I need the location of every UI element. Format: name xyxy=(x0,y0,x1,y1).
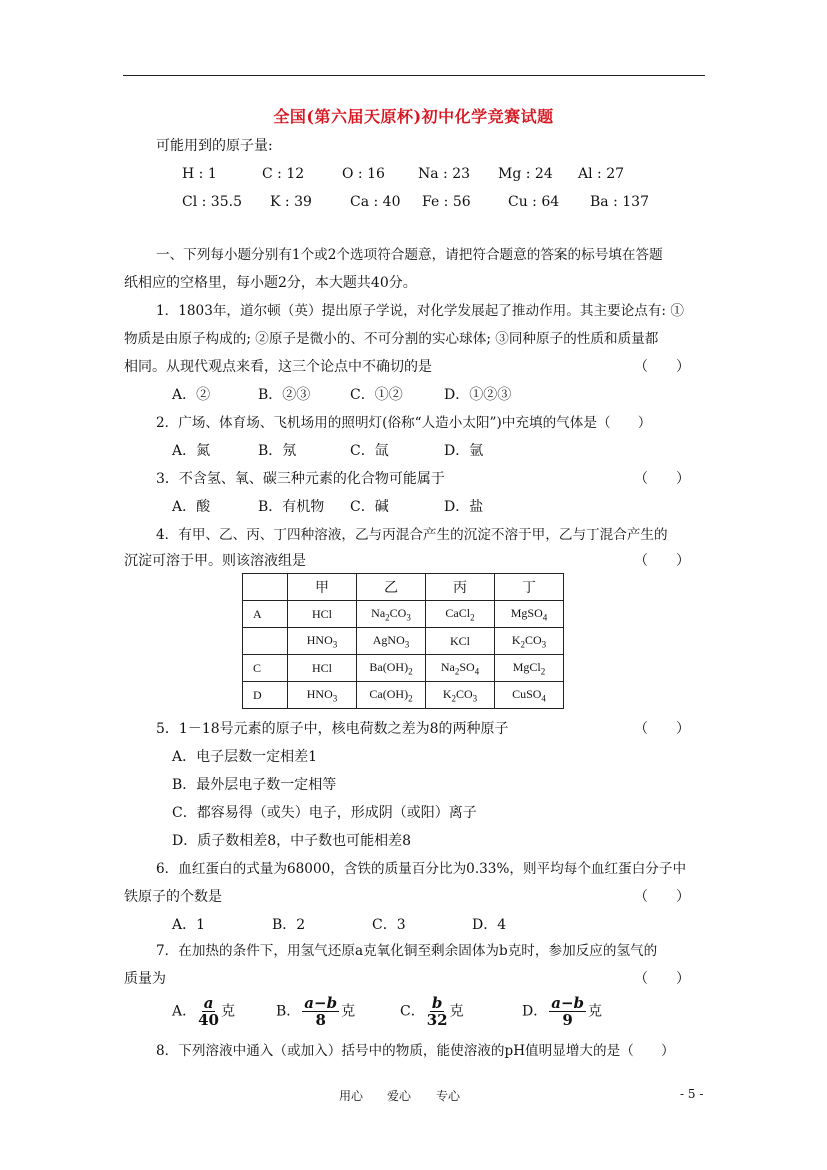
q6-option-c: C．3 xyxy=(372,917,406,933)
section-instructions-line1: 一、下列每小题分别有1个或2个选项符合题意，请把符合题意的答案的标号填在答题 xyxy=(156,247,663,263)
q4-answer-blank: （ ） xyxy=(634,553,690,569)
page-number: - 5 - xyxy=(680,1087,704,1101)
page-title: 全国(第六届天原杯)初中化学竞赛试题 xyxy=(273,107,554,126)
table-cell: KCl xyxy=(426,628,495,655)
mass-item: Fe : 56 xyxy=(422,194,471,210)
unit: 克 xyxy=(341,1003,356,1020)
mass-item: C : 12 xyxy=(262,166,305,182)
footer-motto-2: 爱心 xyxy=(387,1089,412,1103)
q7-line1: 7．在加热的条件下，用氢气还原a克氧化铜至剩余固体为b克时，参加反应的氢气的 xyxy=(156,943,658,959)
table-row xyxy=(243,655,564,682)
table-row xyxy=(243,682,564,709)
q7-option-d xyxy=(522,995,602,1028)
q6-option-a: A．1 xyxy=(172,917,206,933)
q1-line3: 相同。从现代观点来看，这三个论点中不确切的是 xyxy=(124,359,432,375)
q2-option-b: B．氖 xyxy=(258,443,297,459)
table-cell: A xyxy=(243,601,288,628)
table-cell: $HNO_3$ xyxy=(288,682,357,709)
q5-option-c: C．都容易得（或失）电子，形成阴（或阳）离子 xyxy=(172,805,477,821)
table-row xyxy=(243,601,564,628)
numerator: b xyxy=(431,994,443,1012)
table-cell: CuSO$_4$ xyxy=(495,682,564,709)
q2-option-a: A．氮 xyxy=(172,443,211,459)
q1-answer-blank: （ ） xyxy=(634,359,690,375)
table-cell: $K_2CO_3$ xyxy=(495,628,564,655)
table-cell: $Na_2SO_4$ xyxy=(426,655,495,682)
mass-item: Ba : 137 xyxy=(590,194,649,210)
mass-item: Al : 27 xyxy=(578,166,625,182)
table-cell xyxy=(243,628,288,655)
q1-line2: 物质是由原子构成的; ②原子是微小的、不可分割的实心球体; ③同种原子的性质和质量都 xyxy=(124,331,659,347)
q8-line1: 8．下列溶液中通入（或加入）括号中的物质，能使溶液的pH值明显增大的是（ ） xyxy=(156,1043,675,1059)
mass-item: Mg : 24 xyxy=(498,166,553,182)
option-label: D． xyxy=(522,1003,548,1020)
q5-option-d: D．质子数相差8，中子数也可能相差8 xyxy=(172,833,412,849)
mass-item: Cu : 64 xyxy=(508,194,560,210)
fraction xyxy=(427,995,448,1028)
q1-line1: 1．1803年，道尔顿（英）提出原子学说，对化学发展起了推动作用。其主要论点有: ① xyxy=(156,303,684,319)
q7-option-a xyxy=(172,995,235,1028)
q1-option-a: A．② xyxy=(172,387,211,403)
q7-option-b xyxy=(276,995,355,1028)
denominator: 40 xyxy=(198,1011,219,1029)
numerator: a xyxy=(203,994,214,1012)
q5-option-b: B．最外层电子数一定相等 xyxy=(172,777,337,793)
denominator: 32 xyxy=(426,1011,448,1029)
q1-option-d: D．①②③ xyxy=(444,387,512,403)
atomic-masses-row1 xyxy=(182,164,624,184)
unit: 克 xyxy=(588,1003,603,1020)
q5-line1: 5．1－18号元素的原子中，核电荷数之差为8的两种原子 xyxy=(156,721,509,737)
table-cell: $Ca(OH)_2$ xyxy=(357,682,426,709)
q6-line2: 铁原子的个数是 xyxy=(124,889,222,905)
section-instructions-line2: 纸相应的空格里，每小题2分，本大题共40分。 xyxy=(124,275,417,291)
q7-line2: 质量为 xyxy=(124,971,166,987)
q2-option-d: D．氩 xyxy=(444,443,484,459)
table-cell: D xyxy=(243,682,288,709)
table-cell: CaCl$_2$ xyxy=(426,601,495,628)
q5-answer-blank: （ ） xyxy=(634,721,690,737)
mass-item: Na : 23 xyxy=(418,166,471,182)
q2-option-c: C．氙 xyxy=(350,443,389,459)
q4-solution-table xyxy=(242,573,564,709)
q4-line2: 沉淀可溶于甲。则该溶液组是 xyxy=(124,553,306,569)
q1-option-c: C．①② xyxy=(350,387,403,403)
table-cell: AgNO$_3$ xyxy=(357,628,426,655)
q6-option-b: B．2 xyxy=(272,917,306,933)
table-header-cell xyxy=(243,574,288,601)
footer-motto-1: 用心 xyxy=(339,1089,364,1103)
table-header-cell: 丙 xyxy=(426,574,495,601)
atomic-masses-row2 xyxy=(182,192,649,212)
table-row xyxy=(243,628,564,655)
q3-answer-blank: （ ） xyxy=(634,471,690,487)
option-label: B． xyxy=(276,1003,301,1020)
mass-item: Ca : 40 xyxy=(350,194,401,210)
option-label: A． xyxy=(172,1003,197,1020)
q7-option-c xyxy=(400,995,464,1028)
table-cell: HCl xyxy=(288,601,357,628)
q6-answer-blank: （ ） xyxy=(634,889,690,905)
q3-line1: 3．不含氢、氧、碳三种元素的化合物可能属于 xyxy=(156,471,445,487)
table-header-cell: 丁 xyxy=(495,574,564,601)
q6-line1: 6．血红蛋白的式量为68000，含铁的质量百分比为0.33%，则平均每个血红蛋白分子中 xyxy=(156,861,687,877)
mass-item: K : 39 xyxy=(270,194,312,210)
mass-item: H : 1 xyxy=(182,166,217,182)
footer-motto-3: 专心 xyxy=(436,1089,461,1103)
numerator: a−b xyxy=(551,994,585,1012)
q2-line1: 2．广场、体育场、飞机场用的照明灯(俗称“人造小太阳”)中充填的气体是（ ） xyxy=(156,415,652,431)
mass-item: Cl : 35.5 xyxy=(182,194,242,210)
header-rule xyxy=(123,75,705,76)
fraction xyxy=(198,995,219,1028)
table-cell: $K_2CO_3$ xyxy=(426,682,495,709)
q3-option-b: B．有机物 xyxy=(258,499,325,515)
option-label: C． xyxy=(400,1003,425,1020)
table-cell: C xyxy=(243,655,288,682)
q3-option-d: D．盐 xyxy=(444,499,484,515)
denominator: 9 xyxy=(562,1011,573,1029)
mass-item: O : 16 xyxy=(342,166,385,182)
fraction xyxy=(302,995,339,1028)
table-cell: $HNO_3$ xyxy=(288,628,357,655)
q3-option-c: C．碱 xyxy=(350,499,389,515)
atomic-mass-label: 可能用到的原子量: xyxy=(156,138,273,154)
table-header-row xyxy=(243,574,564,601)
table-header-cell: 甲 xyxy=(288,574,357,601)
q6-option-d: D．4 xyxy=(472,917,507,933)
denominator: 8 xyxy=(315,1011,326,1029)
table-cell: $Na_2CO_3$ xyxy=(357,601,426,628)
table-cell: HCl xyxy=(288,655,357,682)
q3-option-a: A．酸 xyxy=(172,499,211,515)
table-header-cell: 乙 xyxy=(357,574,426,601)
table-cell: $Ba(OH)_2$ xyxy=(357,655,426,682)
table-cell: MgCl$_2$ xyxy=(495,655,564,682)
unit: 克 xyxy=(221,1003,235,1020)
unit: 克 xyxy=(449,1003,464,1020)
q1-option-b: B．②③ xyxy=(258,387,311,403)
table-cell: MgSO$_4$ xyxy=(495,601,564,628)
q5-option-a: A．电子层数一定相差1 xyxy=(172,749,318,765)
numerator: a−b xyxy=(304,994,338,1012)
q7-answer-blank: （ ） xyxy=(634,971,690,987)
fraction xyxy=(549,995,586,1028)
q4-line1: 4．有甲、乙、丙、丁四种溶液，乙与丙混合产生的沉淀不溶于甲，乙与丁混合产生的 xyxy=(156,527,668,543)
